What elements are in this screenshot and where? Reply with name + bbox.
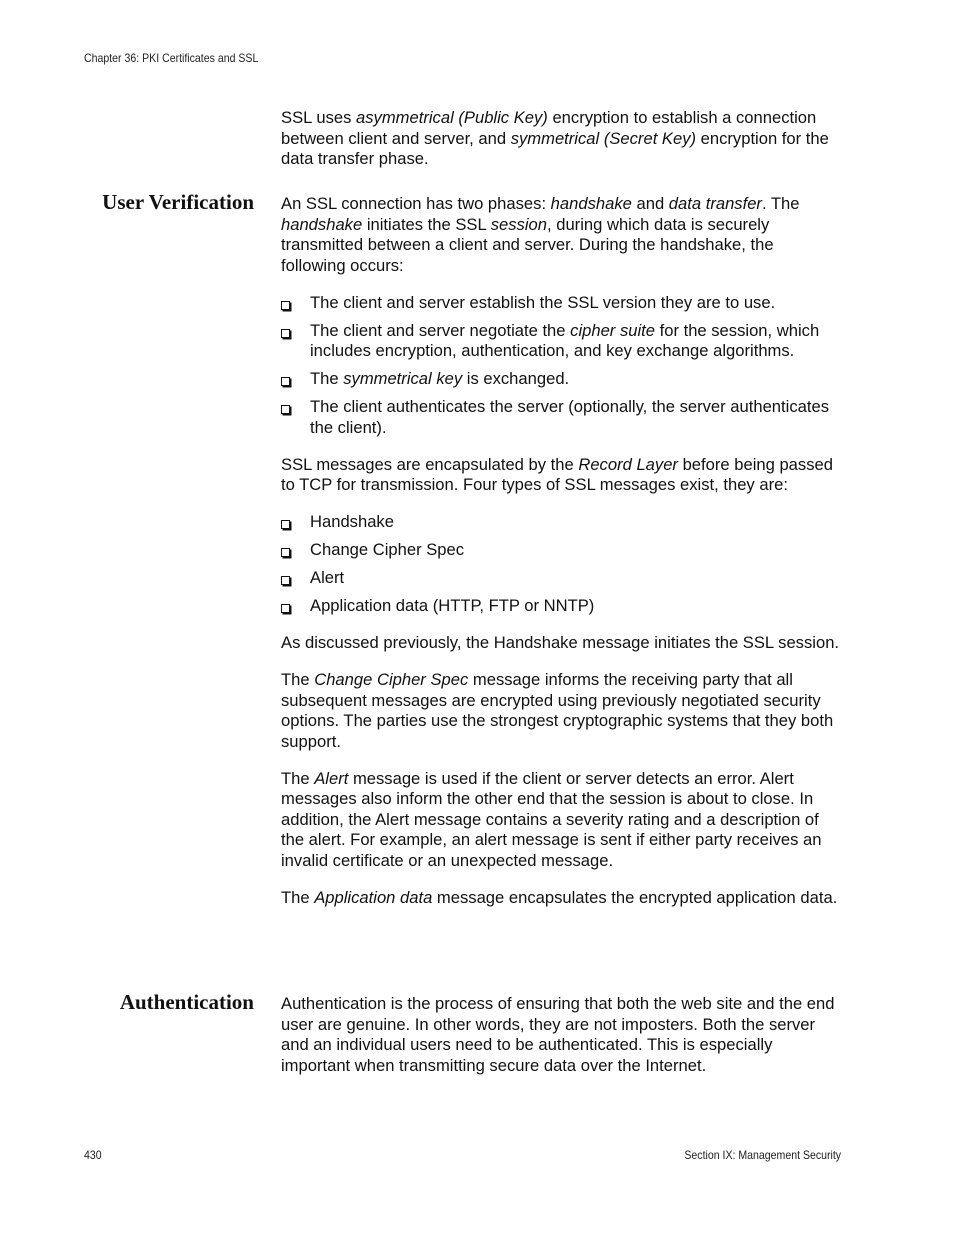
uv-paragraph-2: SSL messages are encapsulated by the Record Layer before being passed to TCP for transmission. Four types of SSL messages exist, they are: <box>281 454 833 494</box>
message-types-list <box>281 512 841 617</box>
user-verification-section <box>281 194 841 925</box>
intro-paragraph: SSL uses asymmetrical (Public Key) encryption to establish a connection between client and server, and symmetrical (Secret Key) encryption for the data transfer phase. <box>281 108 829 168</box>
checkbox-bullet-icon <box>281 604 290 613</box>
uv-paragraph-1: An SSL connection has two phases: handshake and data transfer. The handshake initiates the SSL session, during which data is securely transmitted between a client and server. During the handshake, the following occurs: <box>281 194 800 275</box>
list-item: The symmetrical key is exchanged. <box>281 369 841 390</box>
list-item: The client authenticates the server (optionally, the server authenticates the client). <box>281 397 841 438</box>
intro-section <box>281 108 841 186</box>
authentication-heading: Authentication <box>119 990 254 1014</box>
uv-paragraph-4: The Change Cipher Spec message informs the receiving party that all subsequent messages are encrypted using previously negotiated security options. The parties use the strongest cryptographic systems that they both support. <box>281 670 834 751</box>
authentication-section <box>281 994 841 1093</box>
checkbox-bullet-icon <box>281 329 290 338</box>
list-item: The client and server negotiate the cipher suite for the session, which includes encryption, authentication, and key exchange algorithms. <box>281 321 841 362</box>
list-item: Alert <box>281 568 841 589</box>
list-item: The client and server establish the SSL version they are to use. <box>281 293 841 314</box>
section-footer: Section IX: Management Security <box>684 1148 841 1162</box>
uv-paragraph-3: As discussed previously, the Handshake message initiates the SSL session. <box>281 633 840 652</box>
uv-paragraph-5: The Alert message is used if the client or server detects an error. Alert messages also inform the other end that the session is about to close. In addition, the Alert message contains a severity rating and a description of the alert. For example, an alert message is sent if either party receives an invalid certificate or an unexpected message. <box>281 768 822 870</box>
checkbox-bullet-icon <box>281 405 290 414</box>
checkbox-bullet-icon <box>281 520 290 529</box>
running-head: Chapter 36: PKI Certificates and SSL <box>84 51 259 65</box>
page-number: 430 <box>84 1148 102 1162</box>
auth-paragraph: Authentication is the process of ensuring that both the web site and the end user are genuine. In other words, they are not imposters. Both the server and an individual users need to be authenticated. This is especially important when transmitting secure data over the Internet. <box>281 994 835 1075</box>
checkbox-bullet-icon <box>281 548 290 557</box>
handshake-steps-list <box>281 293 841 439</box>
user-verification-heading: User Verification <box>102 190 254 214</box>
list-item: Application data (HTTP, FTP or NNTP) <box>281 596 841 617</box>
checkbox-bullet-icon <box>281 576 290 585</box>
checkbox-bullet-icon <box>281 377 290 386</box>
checkbox-bullet-icon <box>281 301 290 310</box>
list-item: Handshake <box>281 512 841 533</box>
list-item: Change Cipher Spec <box>281 540 841 561</box>
uv-paragraph-6: The Application data message encapsulates the encrypted application data. <box>281 887 838 907</box>
